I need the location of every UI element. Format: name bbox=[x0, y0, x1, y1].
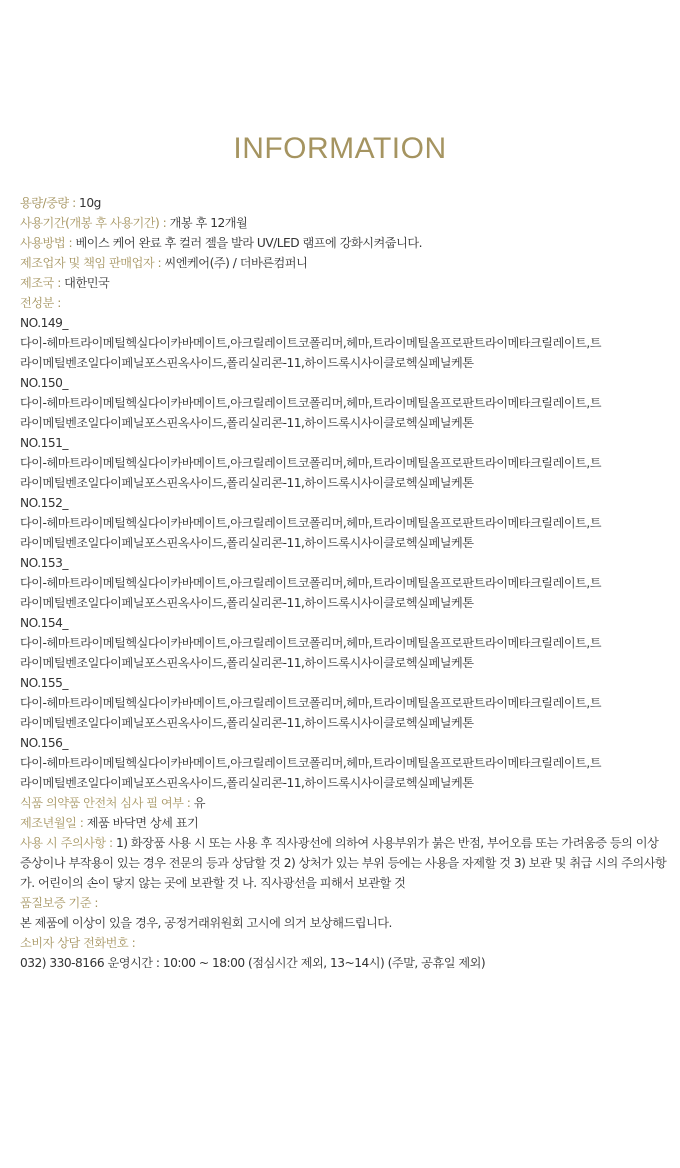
page-title: INFORMATION bbox=[233, 132, 447, 165]
ingredient-number: NO.154_ bbox=[20, 616, 68, 630]
ingredient-line: 라이메틸벤조일다이페닐포스핀옥사이드,폴리실리콘-11,하이드록시사이클로헥실페닐케톤 bbox=[20, 596, 474, 610]
ingredient-line: 라이메틸벤조일다이페닐포스핀옥사이드,폴리실리콘-11,하이드록시사이클로헥실페닐케톤 bbox=[20, 716, 474, 730]
contact-label: 소비자 상담 전화번호 : bbox=[20, 936, 136, 950]
info-food-drug bbox=[20, 793, 670, 813]
ingredient-line: 다이-헤마트라이메틸헥실다이카바메이트,아크릴레이트코폴리머,헤마,트라이메틸올프로판트라이메타크릴레이트,트 bbox=[20, 756, 602, 770]
info-volume bbox=[20, 193, 670, 213]
ingredient-line: 다이-헤마트라이메틸헥실다이카바메이트,아크릴레이트코폴리머,헤마,트라이메틸올프로판트라이메타크릴레이트,트 bbox=[20, 336, 602, 350]
product-info bbox=[20, 193, 670, 973]
ingredient-number: NO.150_ bbox=[20, 376, 68, 390]
ingredient-number: NO.156_ bbox=[20, 736, 68, 750]
ingredients-label: 전성분 : bbox=[20, 296, 61, 310]
period-label: 사용기간(개봉 후 사용기간) : bbox=[20, 216, 167, 230]
manufacture-date-label: 제조년월일 : bbox=[20, 816, 84, 830]
food-drug-value: 유 bbox=[190, 796, 206, 810]
maker-value: 씨엔케어(주) / 더바른컴퍼니 bbox=[161, 256, 308, 270]
info-ingredients bbox=[20, 293, 670, 313]
usage-label: 사용방법 : bbox=[20, 236, 73, 250]
ingredient-line: 다이-헤마트라이메틸헥실다이카바메이트,아크릴레이트코폴리머,헤마,트라이메틸올프로판트라이메타크릴레이트,트 bbox=[20, 696, 602, 710]
ingredient-line: 라이메틸벤조일다이페닐포스핀옥사이드,폴리실리콘-11,하이드록시사이클로헥실페닐케톤 bbox=[20, 776, 474, 790]
ingredient-number: NO.151_ bbox=[20, 436, 68, 450]
ingredient-number: NO.152_ bbox=[20, 496, 68, 510]
ingredient-line: 다이-헤마트라이메틸헥실다이카바메이트,아크릴레이트코폴리머,헤마,트라이메틸올프로판트라이메타크릴레이트,트 bbox=[20, 576, 602, 590]
ingredient-line: 라이메틸벤조일다이페닐포스핀옥사이드,폴리실리콘-11,하이드록시사이클로헥실페닐케톤 bbox=[20, 416, 474, 430]
ingredient-line: 다이-헤마트라이메틸헥실다이카바메이트,아크릴레이트코폴리머,헤마,트라이메틸올프로판트라이메타크릴레이트,트 bbox=[20, 456, 602, 470]
ingredient-line: 다이-헤마트라이메틸헥실다이카바메이트,아크릴레이트코폴리머,헤마,트라이메틸올프로판트라이메타크릴레이트,트 bbox=[20, 636, 602, 650]
info-maker bbox=[20, 253, 670, 273]
info-country bbox=[20, 273, 670, 293]
period-value: 개봉 후 12개월 bbox=[166, 216, 248, 230]
ingredient-line: 라이메틸벤조일다이페닐포스핀옥사이드,폴리실리콘-11,하이드록시사이클로헥실페닐케톤 bbox=[20, 476, 474, 490]
info-warranty bbox=[20, 893, 670, 913]
ingredient-line: 라이메틸벤조일다이페닐포스핀옥사이드,폴리실리콘-11,하이드록시사이클로헥실페닐케톤 bbox=[20, 356, 474, 370]
maker-label: 제조업자 및 책임 판매업자 : bbox=[20, 256, 162, 270]
warranty-label: 품질보증 기준 : bbox=[20, 896, 98, 910]
info-contact bbox=[20, 933, 670, 953]
info-period bbox=[20, 213, 670, 233]
ingredient-number: NO.153_ bbox=[20, 556, 68, 570]
ingredient-line: 라이메틸벤조일다이페닐포스핀옥사이드,폴리실리콘-11,하이드록시사이클로헥실페닐케톤 bbox=[20, 536, 474, 550]
country-value: 대한민국 bbox=[60, 276, 110, 290]
caution-label: 사용 시 주의사항 : bbox=[20, 836, 113, 850]
info-manufacture-date bbox=[20, 813, 670, 833]
warranty-value: 본 제품에 이상이 있을 경우, 공정거래위원회 고시에 의거 보상해드립니다. bbox=[20, 916, 392, 930]
contact-value: 032) 330-8166 운영시간 : 10:00 ~ 18:00 (점심시간 제외, 13~14시) (주말, 공휴일 제외) bbox=[20, 956, 486, 970]
volume-label: 용량/중량 : bbox=[20, 196, 76, 210]
caution-value: 1) 화장품 사용 시 또는 사용 후 직사광선에 의하여 사용부위가 붉은 반점, 부어오름 또는 가려움증 등의 이상 증상이나 부작용이 있는 경우 전문의 등과 상담할 것 2) 상처가 있는 부위 등에는 사용을 자제할 것 3) 보관 및 취급 시의 주의사항 가. 어린이의 손이 닿지 않는 곳에 보관할 것 나. 직사광선을 피해서 보관할 것 bbox=[20, 836, 667, 890]
food-drug-label: 식품 의약품 안전처 심사 필 여부 : bbox=[20, 796, 191, 810]
usage-value: 베이스 케어 완료 후 컬러 젤을 발라 UV/LED 램프에 강화시켜줍니다. bbox=[72, 236, 422, 250]
country-label: 제조국 : bbox=[20, 276, 61, 290]
info-usage bbox=[20, 233, 670, 253]
info-caution bbox=[20, 833, 670, 893]
ingredient-line: 다이-헤마트라이메틸헥실다이카바메이트,아크릴레이트코폴리머,헤마,트라이메틸올프로판트라이메타크릴레이트,트 bbox=[20, 516, 602, 530]
ingredient-line: 라이메틸벤조일다이페닐포스핀옥사이드,폴리실리콘-11,하이드록시사이클로헥실페닐케톤 bbox=[20, 656, 474, 670]
ingredient-line: 다이-헤마트라이메틸헥실다이카바메이트,아크릴레이트코폴리머,헤마,트라이메틸올프로판트라이메타크릴레이트,트 bbox=[20, 396, 602, 410]
ingredient-number: NO.149_ bbox=[20, 316, 68, 330]
volume-value: 10g bbox=[75, 196, 101, 210]
ingredient-number: NO.155_ bbox=[20, 676, 68, 690]
manufacture-date-value: 제품 바닥면 상세 표기 bbox=[83, 816, 199, 830]
